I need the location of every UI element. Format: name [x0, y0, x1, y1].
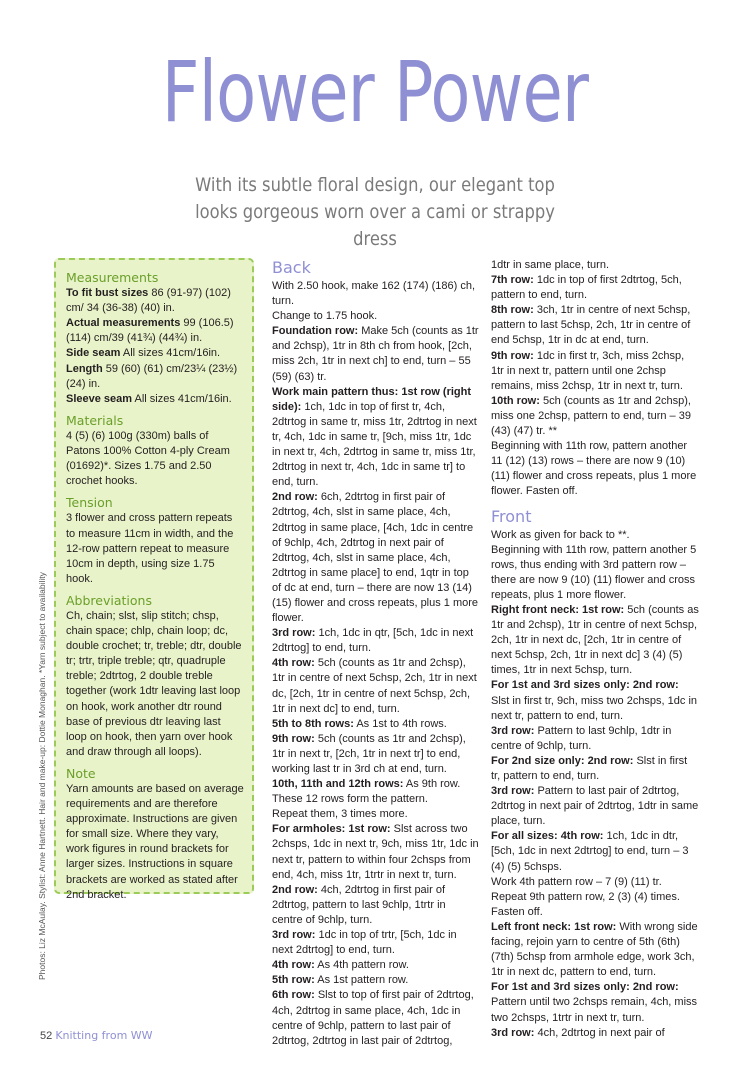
row-label: 4th row:	[272, 959, 315, 972]
sidebar-paragraph	[66, 609, 244, 760]
sidebar-paragraph	[66, 316, 244, 346]
pattern-row	[272, 279, 479, 309]
row-text: Beginning with 11th row, pattern another 11 (12) (13) rows – there are now 9 (10) (11) flower and cross repeats, plus 1 more flower. Fasten off.	[491, 440, 697, 498]
pattern-row	[272, 883, 479, 928]
row-label: 2nd row:	[272, 883, 318, 896]
row-text: 4ch, 2dtrtog in first pair of 2dtrtog, pattern to last 9chlp, 1trtr in centre of 9chlp, turn.	[272, 883, 446, 926]
row-label: 3rd row:	[491, 785, 535, 798]
row-label: Length	[66, 362, 103, 375]
row-label: 10th, 11th and 12th rows:	[272, 778, 404, 791]
row-text: Slst in first tr, pattern to end, turn.	[491, 754, 688, 782]
row-text: Slst across two 2chsps, 1dc in next tr, 9ch, miss 1tr, 1dc in next tr, pattern to within four 2chsps from end, 4ch, miss 1tr, 1trtr in next tr, turn.	[272, 823, 479, 881]
row-text: 86 (91-97) (102) cm/ 34 (36-38) (40) in.	[66, 287, 231, 315]
row-text: 1dtr in same place, turn.	[491, 259, 610, 271]
info-sidebar	[54, 258, 254, 901]
row-text: Slst in first tr, 9ch, miss two 2chsps, 1dc in next tr, pattern to end, turn.	[491, 694, 698, 722]
row-text: 4ch, 2dtrtog in next pair of	[534, 1026, 665, 1039]
row-label: 5th row:	[272, 974, 315, 987]
row-text: These 12 rows form the pattern.	[272, 793, 428, 806]
row-text: 5ch (counts as 1tr and 2chsp), 1tr in next tr, [2ch, 1tr in next tr] to end, working last tr in 3rd ch at end, turn.	[272, 732, 466, 775]
page-subtitle: With its subtle floral design, our elegant top looks gorgeous worn over a cami or strappy dress	[195, 174, 555, 250]
sidebar-heading: Materials	[66, 412, 124, 428]
row-text: Fasten off.	[491, 905, 543, 918]
row-label: 9th row:	[272, 732, 315, 745]
row-label: For 1st and 3rd sizes only: 2nd row:	[491, 981, 679, 994]
row-label: 8th row:	[491, 304, 534, 317]
row-text: 5ch (counts as 1tr and 2chsp), 1tr in centre of next 5chsp, 2ch, 1tr in next dc, [2ch, 1tr in centre of next 5chsp, 2ch, 1tr in next dc] 3 (4) (5) times, 1tr in next 5chsp, turn.	[491, 603, 699, 677]
row-label: Right front neck: 1st row:	[491, 603, 625, 616]
pattern-row	[491, 258, 699, 273]
pattern-row	[272, 928, 479, 958]
row-label: Left front neck: 1st row:	[491, 920, 617, 933]
pattern-row	[491, 273, 699, 303]
pattern-row	[272, 732, 479, 777]
pattern-row	[491, 724, 699, 754]
pattern-row	[272, 324, 479, 384]
pattern-row	[491, 678, 699, 723]
row-text: 1dc in top of first 2dtrtog, 5ch, pattern to end, turn.	[491, 274, 682, 302]
pattern-row	[491, 303, 699, 348]
pattern-column-2	[491, 258, 699, 1041]
pattern-row	[491, 528, 699, 543]
row-text: All sizes 41cm/16in.	[132, 392, 232, 405]
row-text: Pattern until two 2chsps remain, 4ch, miss two 2chsps, 1trtr in next tr, turn.	[491, 996, 698, 1024]
row-label: Foundation row:	[272, 325, 359, 338]
pattern-row	[272, 626, 479, 656]
sidebar-heading: Tension	[66, 495, 113, 511]
pattern-row	[272, 777, 479, 792]
pattern-row	[491, 439, 699, 499]
pattern-row	[272, 717, 479, 732]
row-text: 1dc in first tr, 3ch, miss 2chsp, 1tr in next tr, pattern until one 2chsp remains, miss 2chsp, 1tr in next tr, turn.	[491, 349, 685, 392]
row-text: 3 flower and cross pattern repeats to measure 11cm in width, and the 12-row pattern repeat to measure 10cm in depth, using size 1.75 hook.	[66, 512, 234, 585]
sidebar-heading: Note	[66, 765, 96, 781]
pattern-row	[272, 490, 479, 626]
row-text: All sizes 41cm/16in.	[120, 347, 221, 360]
pattern-row	[491, 980, 699, 1025]
row-label: 10th row:	[491, 394, 540, 407]
row-text: 1ch, 1dc in top of first tr, 4ch, 2dtrtog in same tr, miss 1tr, 2dtrtog in next tr, 4ch, 1dc in same tr, [9ch, miss 1tr, 1dc in next tr, 4ch, 2dtrtog in same tr, miss 1tr, 2dtrtog in next tr, 4ch, 1dc in same tr] to end, turn.	[272, 400, 477, 489]
row-text: As 9th row.	[403, 778, 461, 791]
sidebar-paragraph	[66, 346, 244, 361]
pattern-column-1	[272, 258, 479, 1049]
row-label: 5th to 8th rows:	[272, 717, 354, 730]
row-text: 5ch (counts as 1tr and 2chsp), 1tr in centre of next 5chsp, 2ch, 1tr in next dc, [2ch, 1tr in centre of next 5chsp, 2ch, 1tr in next dc] to end, turn.	[272, 657, 477, 715]
row-label: For all sizes: 4th row:	[491, 830, 604, 843]
pattern-row	[491, 905, 699, 920]
pattern-row	[491, 754, 699, 784]
row-label: For 1st and 3rd sizes only: 2nd row:	[491, 679, 679, 692]
row-text: Yarn amounts are based on average requirements and are therefore approximate. Instructions are given for small size. Where they vary, work figures in round brackets for larger sizes. Instructions in square brackets are worked as stated after 2nd bracket.	[66, 783, 244, 901]
pattern-row	[272, 958, 479, 973]
row-label: For armholes: 1st row:	[272, 823, 391, 836]
row-text: Repeat them, 3 times more.	[272, 808, 408, 821]
pattern-row	[491, 543, 699, 603]
row-text: 1ch, 1dc in dtr, [5ch, 1dc in next 2dtrtog] to end, turn – 3 (4) (5) 5chsps.	[491, 830, 689, 873]
pattern-row	[491, 394, 699, 439]
row-text: 1dc in top of trtr, [5ch, 1dc in next 2dtrtog] to end, turn.	[272, 929, 457, 957]
page-footer	[40, 1029, 153, 1042]
pattern-row	[272, 807, 479, 822]
row-label: 3rd row:	[272, 627, 316, 640]
pattern-row	[272, 973, 479, 988]
row-text: Change to 1.75 hook.	[272, 310, 378, 323]
pattern-row	[272, 792, 479, 807]
row-label: To fit bust sizes	[66, 287, 149, 300]
row-text: With wrong side facing, rejoin yarn to centre of 5th (6th) (7th) 5chsp from armhole edge, work 3ch, 1tr in next dc, pattern to end, turn.	[491, 920, 698, 979]
pattern-row	[491, 349, 699, 394]
photo-credit: Photos: Liz McAulay. Stylist: Anne Hartnett. Hair and make-up: Dottie Monaghan. *Yarn subject to availability	[37, 572, 47, 980]
row-text: Slst to top of first pair of 2dtrtog, 4ch, 2dtrtog in same place, 4ch, 1dc in centre of 9chlp, pattern to last pair of 2dtrtog, 2dtrtog in last pair of 2dtrtog,	[272, 989, 474, 1047]
pattern-row	[491, 829, 699, 874]
section-heading: Back	[272, 258, 311, 277]
row-text: As 1st to 4th rows.	[353, 717, 447, 730]
row-label: 2nd row:	[272, 491, 318, 504]
row-label: 3rd row:	[272, 929, 316, 942]
row-text: Make 5ch (counts as 1tr and 2chsp), 1tr in 8th ch from hook, [2ch, miss 2ch, 1tr in next ch] to end, turn – 55 (59) (63) tr.	[272, 325, 479, 383]
pattern-row	[272, 988, 479, 1048]
pattern-row	[491, 920, 699, 980]
sidebar-paragraph	[66, 782, 244, 903]
pattern-row	[491, 890, 699, 905]
row-text: 6ch, 2dtrtog in first pair of 2dtrtog, 4ch, slst in same place, 4ch, 2dtrtog in same place, [4ch, 1dc in centre of 9chlp, 4ch, 2dtrtog in next pair of 2dtrtog, 4ch, slst in same place, 4ch, 2dtrtog in same place] to end, 1qtr in top of dc at end, turn – there are now 13 (14) (15) flower and cross repeats, plus 1 more flower.	[272, 491, 479, 625]
sidebar-heading: Measurements	[66, 270, 159, 285]
row-text: Ch, chain; slst, slip stitch; chsp, chain space; chlp, chain loop; dc, double crochet; tr, treble; dtr, double tr; trtr, triple treble; qtr, quadruple treble; 2dtrtog, 2 double treble together (work 1dtr leaving last loop on hook, work another dtr round base of previous dtr leaving last loop on hook, then yarn over hook and draw through all loops).	[66, 609, 242, 758]
row-text: Work 4th pattern row – 7 (9) (11) tr.	[491, 875, 662, 888]
pattern-row	[272, 385, 479, 491]
section-heading: Front	[491, 506, 532, 526]
row-label: Sleeve seam	[66, 392, 133, 405]
pattern-row	[491, 1026, 699, 1041]
sidebar-paragraph	[66, 362, 244, 392]
row-label: 9th row:	[491, 349, 534, 362]
row-label: 3rd row:	[491, 1026, 535, 1039]
row-text: Pattern to last 9chlp, 1dtr in centre of 9chlp, turn.	[491, 724, 672, 752]
row-text: 5ch (counts as 1tr and 2chsp), miss one 2chsp, pattern to end, turn – 39 (43) (47) tr. **	[491, 394, 691, 438]
row-label: Side seam	[66, 347, 121, 360]
pattern-row	[491, 784, 699, 829]
row-label: 7th row:	[491, 274, 534, 287]
pattern-row	[272, 656, 479, 716]
row-label: 6th row:	[272, 989, 315, 1002]
row-text: 59 (60) (61) cm/23¼ (23½) (24) in.	[66, 362, 238, 390]
row-text: With 2.50 hook, make 162 (174) (186) ch, turn.	[272, 280, 475, 308]
pattern-row	[272, 822, 479, 882]
row-label: 4th row:	[272, 657, 315, 670]
row-text: 1ch, 1dc in qtr, [5ch, 1dc in next 2dtrtog] to end, turn.	[272, 627, 474, 655]
page-number: 52	[40, 1030, 53, 1042]
row-text: Work as given for back to **.	[491, 528, 630, 541]
sidebar-paragraph	[66, 392, 244, 407]
row-label: Work main pattern thus: 1st row (right side):	[272, 385, 472, 413]
row-text: As 4th pattern row.	[314, 959, 409, 972]
page-title: Flower Power	[161, 43, 589, 141]
sidebar-paragraph	[66, 286, 244, 316]
row-text: Beginning with 11th row, pattern another 5 rows, thus ending with 3rd pattern row – there are now 9 (10) (11) flower and cross repeats, plus 1 more flower.	[491, 543, 697, 601]
row-label: Actual measurements	[66, 317, 181, 330]
pattern-row	[491, 603, 699, 678]
row-text: 3ch, 1tr in centre of next 5chsp, pattern to last 5chsp, 2ch, 1tr in centre of end 5chsp, 1tr in dc at end, turn.	[491, 304, 691, 347]
row-text: Pattern to last pair of 2dtrtog, 2dtrtog in next pair of 2dtrtog, 1dtr in same place, turn.	[491, 785, 699, 828]
row-text: As 1st pattern row.	[314, 974, 409, 987]
sidebar-paragraph	[66, 511, 244, 586]
row-text: Repeat 9th pattern row, 2 (3) (4) times.	[491, 890, 680, 903]
row-label: 3rd row:	[491, 724, 535, 737]
sidebar-heading: Abbreviations	[66, 592, 152, 608]
row-text: 4 (5) (6) 100g (330m) balls of Patons 100% Cotton 4-ply Cream (01692)*. Sizes 1.75 and 2.50 crochet hooks.	[66, 429, 230, 488]
pattern-row	[272, 309, 479, 324]
row-text: 99 (106.5) (114) cm/39 (41¾) (44¾) in.	[66, 317, 234, 345]
row-label: For 2nd size only: 2nd row:	[491, 754, 634, 767]
sidebar-paragraph	[66, 429, 244, 489]
magazine-brand: Knitting from WW	[55, 1029, 153, 1042]
pattern-row	[491, 875, 699, 890]
